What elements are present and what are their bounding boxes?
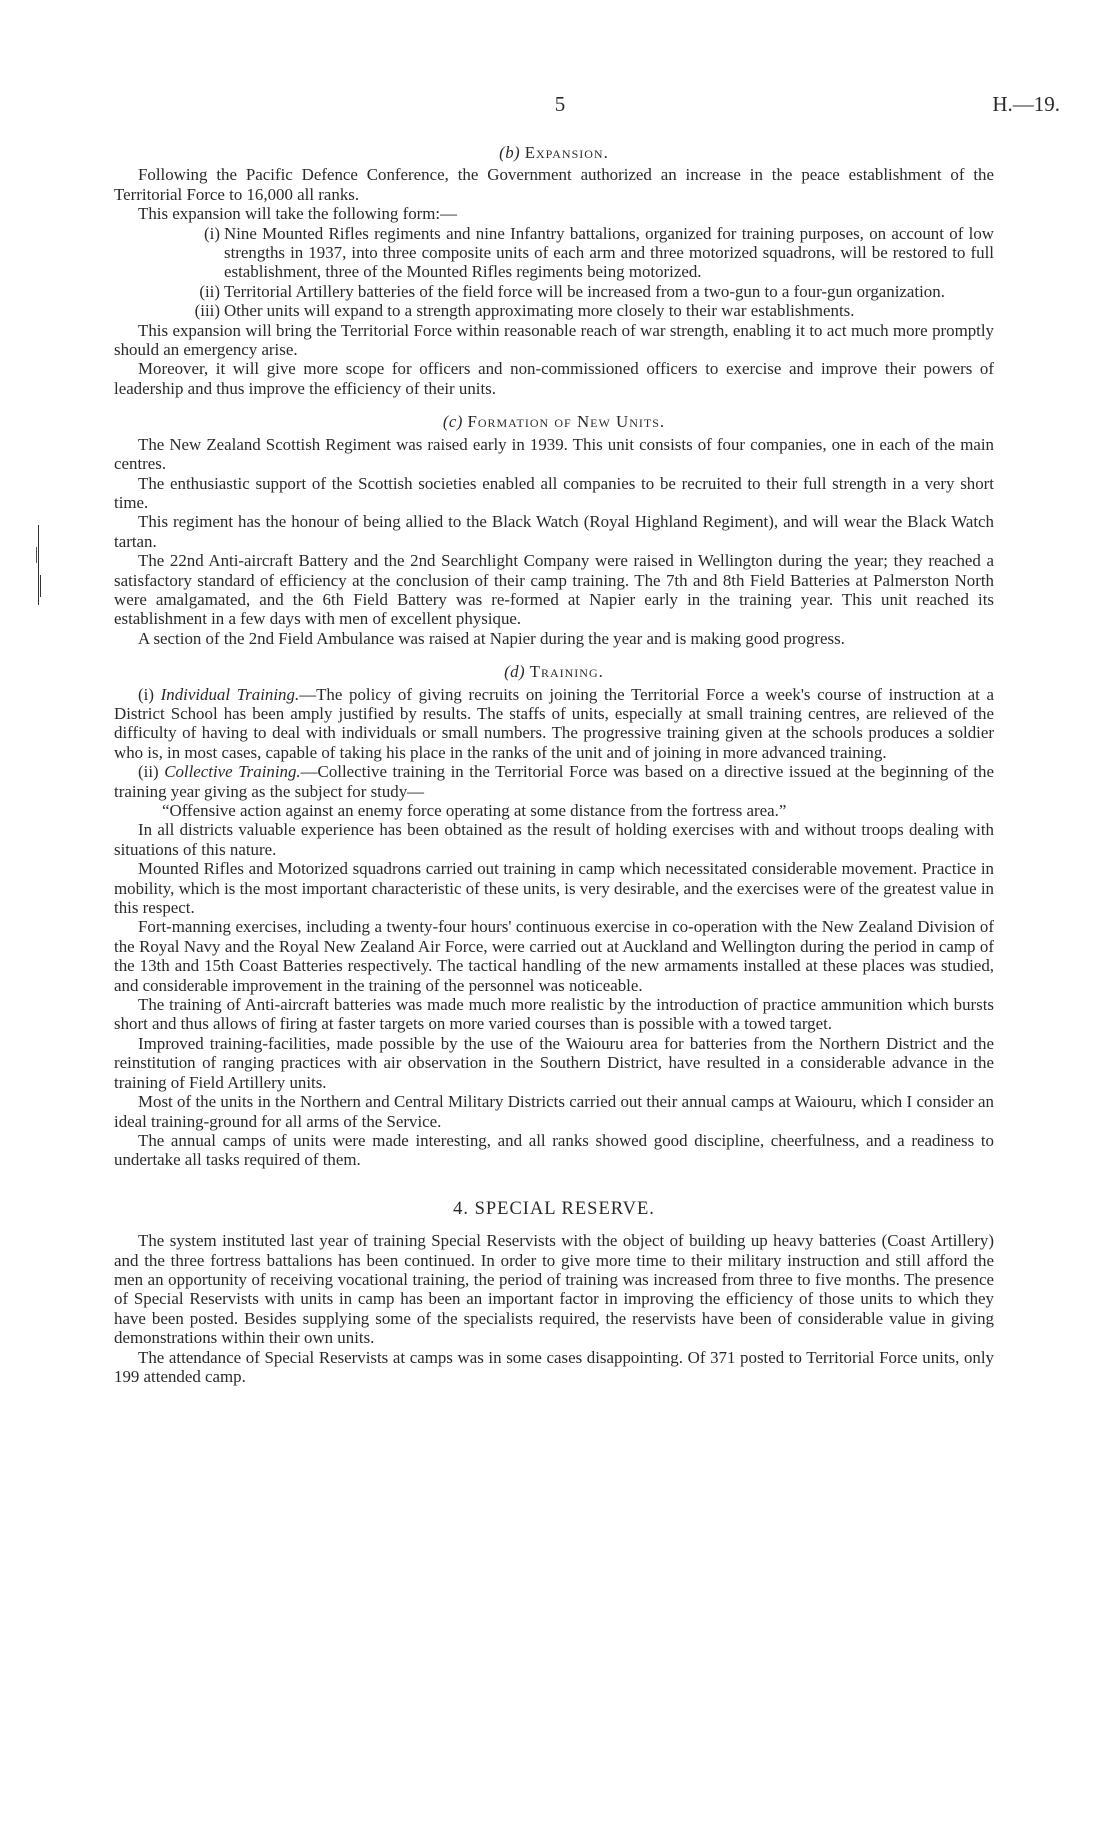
list-item-number: (iii) <box>194 301 220 321</box>
paragraph: This expansion will bring the Territorial Force within reasonable reach of war strength, enabling it to act much more promptly should an emergency arise. <box>114 320 994 360</box>
paragraph: The annual camps of units were made interesting, and all ranks showed good discipline, cheerfulness, and a readiness to undertake all tasks required of them. <box>114 1130 994 1170</box>
paragraph: Improved training-facilities, made possible by the use of the Waiouru area for batteries from the Northern District and the reinstitution of ranging practices with air observation in the Southern District, have resulted in a considerable advance in the training of Field Artillery units. <box>114 1033 994 1092</box>
document-reference: H.—19. <box>992 92 1060 116</box>
paragraph: This expansion will take the following form:— <box>138 204 457 224</box>
margin-mark <box>40 575 41 597</box>
subsection-title: Collective Training. <box>164 762 301 782</box>
subsection-text: —The policy of giving recruits on joining the Territorial Force a week's course of instruction at a District School has been amply justified by results. The staffs of units, especially at small training centres, are relieved of the difficulty of having to deal with individuals or small numbers. The progressive training given at the schools produces a soldier who is, in most cases, capable of taking his place in the ranks of the unit and of joining in more advanced training. <box>114 684 994 762</box>
heading-prefix: (b) <box>499 143 521 162</box>
list-item-text: Other units will expand to a strength approximating more closely to their war establishments. <box>224 301 855 321</box>
paragraph: In all districts valuable experience has been obtained as the result of holding exercises with and without troops dealing with situations of this nature. <box>114 820 994 859</box>
list-item <box>114 301 994 320</box>
paragraph: Mounted Rifles and Motorized squadrons carried out training in camp which necessitated considerable movement. Practice in mobility, which is the most important characteristic of these units, is very desirable, and the exercises were of the greatest value in this respect. <box>114 859 994 918</box>
paragraph: Moreover, it will give more scope for officers and non-commissioned officers to exercise and improve their powers of leadership and thus improve the efficiency of their units. <box>114 359 994 398</box>
paragraph-individual-training <box>114 685 994 763</box>
paragraph: The system instituted last year of training Special Reservists with the object of building up heavy batteries (Coast Artillery) and the three fortress battalions has been continued. In order to give more time to their military instruction and still afford the men an opportunity of receiving vocational training, the period of training was increased from three to five months. The presence of Special Reservists with units in camp has been an important factor in improving the efficiency of those units to which they have been posted. Besides supplying some of the specialists required, the reservists have been of considerable value in giving demonstrations within their own units. <box>114 1231 994 1348</box>
subsection-number: (i) <box>138 684 154 704</box>
heading-title: Expansion. <box>524 143 609 162</box>
section-heading-special-reserve: 4. SPECIAL RESERVE. <box>453 1198 655 1219</box>
list-item <box>114 282 994 301</box>
subsection-text: —Collective training in the Territorial Force was based on a directive issued at the beginning of the training year giving as the subject for study— <box>114 762 994 801</box>
section-heading-formation <box>114 412 994 431</box>
list-item-number: (ii) <box>199 281 220 301</box>
paragraph: The training of Anti-aircraft batteries was made much more realistic by the introduction of practice ammunition which bursts short and thus allows of firing at faster targets on more varied courses than is possible with a towed target. <box>114 995 994 1034</box>
section-heading-training <box>114 662 994 681</box>
subsection-number: (ii) <box>138 762 159 782</box>
heading-title: Formation of New Units. <box>467 412 666 432</box>
paragraph: The attendance of Special Reservists at camps was in some cases disappointing. Of 371 posted to Territorial Force units, only 199 attended camp. <box>114 1347 994 1386</box>
paragraph: The New Zealand Scottish Regiment was raised early in 1939. This unit consists of four companies, one in each of the main centres. <box>114 434 994 474</box>
section-heading-expansion <box>114 143 994 162</box>
heading-prefix: (c) <box>442 412 463 432</box>
heading-title: Training. <box>529 662 604 682</box>
margin-mark <box>38 525 39 605</box>
paragraph: Fort-manning exercises, including a twenty-four hours' continuous exercise in co-operation with the New Zealand Division of the Royal Navy and the Royal New Zealand Air Force, were carried out at Auckland and Wellington during the period in camp of the 13th and 15th Coast Batteries respectively. The tactical handling of the new armaments installed at these places was studied, and considerable improvement in the training of the personnel was noticeable. <box>114 917 994 995</box>
margin-mark <box>36 547 37 563</box>
paragraph: Following the Pacific Defence Conference, the Government authorized an increase in the peace establishment of the Territorial Force to 16,000 all ranks. <box>114 165 994 204</box>
page-body <box>114 143 994 1386</box>
subsection-title: Individual Training. <box>160 684 300 704</box>
paragraph: Most of the units in the Northern and Central Military Districts carried out their annual camps at Waiouru, which I consider an ideal training-ground for all arms of the Service. <box>114 1092 994 1131</box>
list-item-text: Nine Mounted Rifles regiments and nine Infantry battalions, organized for training purposes, on account of low strengths in 1937, into three composite units of each arm and three motorized squadrons, will be restored to full establishment, three of the Mounted Rifles regiments being motorized. <box>224 223 994 282</box>
list-item <box>114 224 994 282</box>
list-item-number: (i) <box>204 223 220 243</box>
paragraph: A section of the 2nd Field Ambulance was raised at Napier during the year and is making good progress. <box>138 628 845 648</box>
heading-prefix: (d) <box>504 662 526 682</box>
paragraph: The enthusiastic support of the Scottish societies enabled all companies to be recruited to their full strength in a very short time. <box>114 473 994 512</box>
paragraph-collective-training <box>114 762 994 801</box>
block-quote: “Offensive action against an enemy force operating at some distance from the fortress area.” <box>162 801 787 820</box>
list-item-text: Territorial Artillery batteries of the field force will be increased from a two-gun to a four-gun organization. <box>224 281 945 301</box>
paragraph: This regiment has the honour of being allied to the Black Watch (Royal Highland Regiment), and will wear the Black Watch tartan. <box>114 512 994 551</box>
page-number: 5 <box>554 92 566 116</box>
paragraph: The 22nd Anti-aircraft Battery and the 2nd Searchlight Company were raised in Wellington during the year; they reached a satisfactory standard of efficiency at the conclusion of their camp training. The 7th and 8th Field Batteries at Palmerston North were amalgamated, and the 6th Field Battery was re-formed at Napier early in the training year. This unit reached its establishment in a few days with men of excellent physique. <box>114 551 994 629</box>
